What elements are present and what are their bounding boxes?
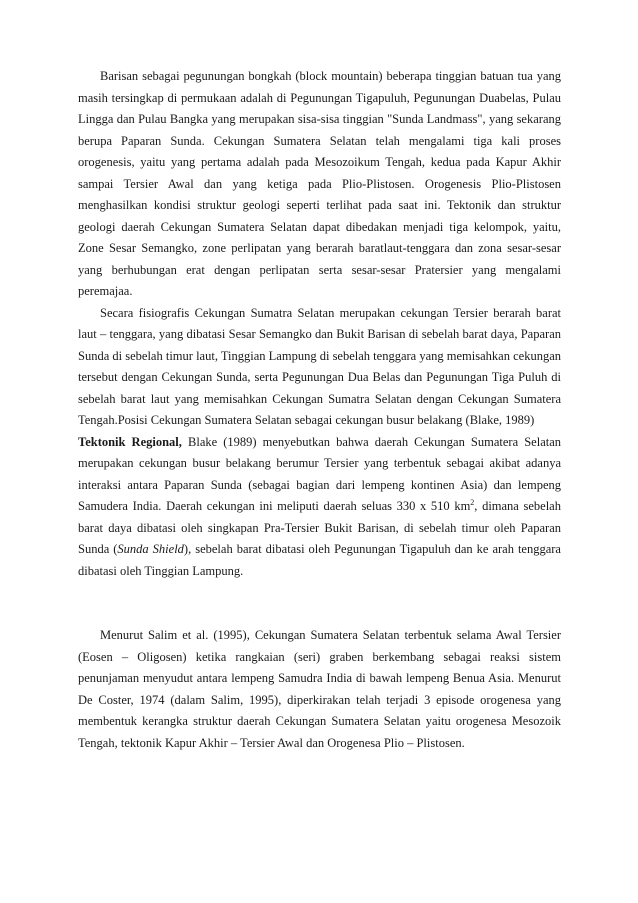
area-superscript: 2 [470, 497, 475, 507]
sunda-shield-term: Sunda Shield [117, 542, 184, 556]
paragraph-salim: Menurut Salim et al. (1995), Cekungan Sumatera Selatan terbentuk selama Awal Tersier (Eosen – Oligosen) ketika rangkaian (seri) graben berkembang sebagai reaksi sistem penunjaman menyudut antara lempeng Samudra India di bawah lempeng Benua Asia. Menurut De Coster, 1974 (dalam Salim, 1995), diperkirakan telah terjadi 3 episode orogenesa yang membentuk kerangka struktur daerah Cekungan Sumatera Selatan yaitu orogenesa Mesozoik Tengah, tektonik Kapur Akhir – Tersier Awal dan Orogenesa Plio – Plistosen. [78, 628, 561, 750]
paragraph-gap [78, 582, 561, 625]
tektonik-regional-text-c: ), sebelah barat dibatasi oleh Pegunungan Tigapuluh dan ke arah tenggara dibatasi oleh Tinggian Lampung. [78, 542, 561, 578]
tektonik-regional-text-b: , dimana sebelah barat daya dibatasi oleh singkapan Pra-Tersier Bukit Barisan, di sebelah timur oleh Paparan Sunda ( [78, 499, 561, 556]
paragraph-orogenesis: Barisan sebagai pegunungan bongkah (block mountain) beberapa tinggian batuan tua yang masih tersingkap di permukaan adalah di Pegunungan Tigapuluh, Pegunungan Duabelas, Pulau Lingga dan Pulau Bangka yang merupakan sisa-sisa tinggian "Sunda Landmass", yang sekarang berupa Paparan Sunda. Cekungan Sumatera Selatan telah mengalami tiga kali proses orogenesis, yaitu yang pertama adalah pada Mesozoikum Tengah, kedua pada Kapur Akhir sampai Tersier Awal dan yang ketiga pada Plio-Plistosen. Orogenesis Plio-Plistosen menghasilkan kondisi struktur geologi seperti terlihat pada saat ini. Tektonik dan struktur geologi daerah Cekungan Sumatera Selatan dapat dibedakan menjadi tiga kelompok, yaitu, Zone Sesar Semangko, zone perlipatan yang berarah baratlaut-tenggara dan zona sesar-sesar yang berhubungan erat dengan perlipatan serta sesar-sesar Pratersier yang mengalami peremajaa. [78, 69, 561, 298]
body-text [78, 66, 561, 754]
paragraph-fisiografi: Secara fisiografis Cekungan Sumatra Selatan merupakan cekungan Tersier berarah barat laut – tenggara, yang dibatasi Sesar Semangko dan Bukit Barisan di sebelah barat daya, Paparan Sunda di sebelah timur laut, Tinggian Lampung di sebelah tenggara yang memisahkan cekungan tersebut dengan Cekungan Sunda, serta Pegunungan Dua Belas dan Pegunungan Tiga Puluh di sebelah barat laut yang memisahkan Cekungan Sumatra Selatan dengan Cekungan Sumatera Tengah.Posisi Cekungan Sumatera Selatan sebagai cekungan busur belakang (Blake, 1989) [78, 305, 561, 427]
tektonik-regional-heading: Tektonik Regional, [78, 434, 182, 449]
paragraph-tektonik-regional [78, 432, 561, 583]
tektonik-regional-text-a: Blake (1989) menyebutkan bahwa daerah Cekungan Sumatera Selatan merupakan cekungan busur belakang berumur Tersier yang terbentuk sebagai akibat adanya interaksi antara Paparan Sunda (sebagai bagian dari lempeng kontinen Asia) dan lempeng Samudera India. Daerah cekungan ini meliputi daerah seluas 330 x 510 km [78, 434, 562, 513]
